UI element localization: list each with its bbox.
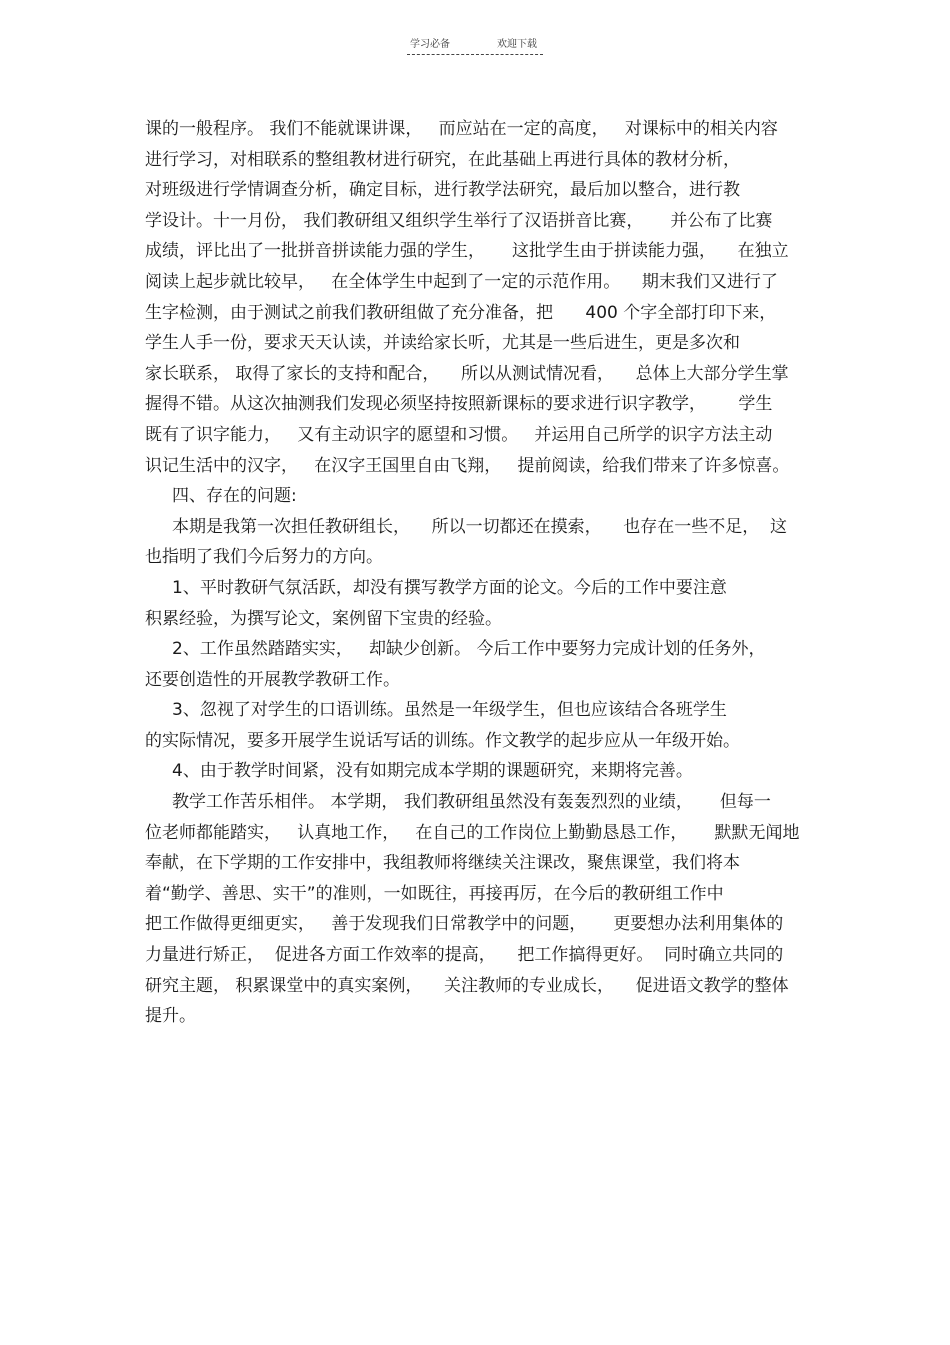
text-line: 生字检测，由于测试之前我们教研组做了充分准备，把 400 个字全部打印下来，	[145, 302, 777, 323]
text-line: 课的一般程序。 我们不能就课讲课， 而应站在一定的高度， 对课标中的相关内容	[145, 119, 778, 139]
text-line: 本期是我第一次担任教研组长， 所以一切都还在摸索， 也存在一些不足， 这	[145, 516, 788, 537]
list-item-1: 1、平时教研气氛活跃，却没有撰写教学方面的论文。今后的工作中要注意	[145, 577, 727, 598]
text-line: 的实际情况，要多开展学生说话写话的训练。作文教学的起步应从一年级开始。	[145, 730, 740, 751]
text-line: 识记生活中的汉字， 在汉字王国里自由飞翔， 提前阅读，给我们带来了许多惊喜。	[145, 455, 790, 476]
text-line: 成绩，评比出了一批拼音拼读能力强的学生， 这批学生由于拼读能力强， 在独立	[145, 241, 789, 262]
text-line: 奉献，在下学期的工作安排中，我组教师将继续关注课改，聚焦课堂，我们将本	[145, 853, 740, 874]
text-line: 提升。	[145, 1006, 196, 1027]
text-line: 位老师都能踏实， 认真地工作， 在自己的工作岗位上勤勤恳恳工作， 默默无闻地	[145, 822, 800, 843]
text-line: 力量进行矫正， 促进各方面工作效率的提高， 把工作搞得更好。 同时确立共同的	[145, 945, 784, 966]
list-item-2: 2、工作虽然踏踏实实， 却缺少创新。 今后工作中要努力完成计划的任务外，	[145, 639, 766, 660]
section-heading: 四、存在的问题:	[145, 486, 297, 507]
text-line: 阅读上起步就比较早， 在全体学生中起到了一定的示范作用。 期末我们又进行了	[145, 271, 778, 292]
text-line: 握得不错。从这次抽测我们发现必须坚持按照新课标的要求进行识字教学， 学生	[145, 394, 773, 415]
text-line: 把工作做得更细更实， 善于发现我们日常教学中的问题， 更要想办法利用集体的	[145, 914, 784, 935]
text-line: 既有了识字能力， 又有主动识字的愿望和习惯。 并运用自己所学的识字方法主动	[145, 424, 773, 445]
text-line: 进行学习，对相联系的整组教材进行研究，在此基础上再进行具体的教材分析，	[145, 149, 740, 170]
text-line: 着“勤学、善思、实干”的准则，一如既往，再接再厉，在今后的教研组工作中	[145, 883, 724, 904]
header-right-text: 欢迎下载	[497, 39, 537, 50]
document-body	[145, 114, 815, 1032]
text-line: 学生人手一份，要求天天认读，并读给家长听，尤其是一些后进生，更是多次和	[145, 333, 740, 354]
text-line: 积累经验，为撰写论文，案例留下宝贵的经验。	[145, 608, 502, 629]
text-line: 家长联系， 取得了家长的支持和配合， 所以从测试情况看， 总体上大部分学生掌	[145, 363, 789, 384]
page-header	[407, 38, 543, 58]
text-line: 研究主题， 积累课堂中的真实案例， 关注教师的专业成长， 促进语文教学的整体	[145, 975, 789, 996]
list-item-4: 4、由于教学时间紧，没有如期完成本学期的课题研究，来期将完善。	[145, 761, 693, 782]
text-line: 教学工作苦乐相伴。 本学期， 我们教研组虽然没有轰轰烈烈的业绩， 但每一	[145, 792, 771, 813]
text-line: 也指明了我们今后努力的方向。	[145, 547, 383, 568]
header-divider	[407, 54, 543, 55]
text-line: 对班级进行学情调查分析，确定目标，进行教学法研究，最后加以整合，进行教	[145, 180, 740, 201]
text-line: 学设计。十一月份， 我们教研组又组织学生举行了汉语拼音比赛， 并公布了比赛	[145, 210, 773, 231]
header-left-text: 学习必备	[410, 39, 450, 50]
list-item-3: 3、忽视了对学生的口语训练。虽然是一年级学生，但也应该结合各班学生	[145, 700, 727, 721]
text-line: 还要创造性的开展教学教研工作。	[145, 669, 400, 690]
